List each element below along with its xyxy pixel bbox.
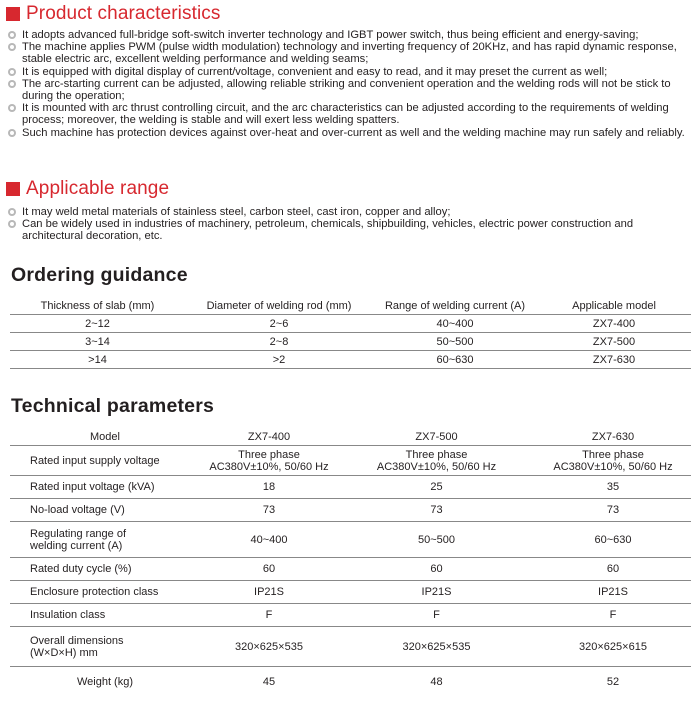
section-title: Product characteristics: [26, 3, 221, 24]
table-row: [10, 627, 691, 667]
row-label: No-load voltage (V): [10, 499, 200, 522]
row-label: Model: [10, 429, 200, 446]
table-cell: F: [535, 604, 691, 627]
circle-bullet-icon: [8, 129, 16, 137]
table-cell: Three phase AC380V±10%, 50/60 Hz: [338, 446, 535, 476]
applicable-range-list: [8, 206, 696, 243]
list-item: [8, 206, 696, 218]
table-cell: 73: [200, 499, 338, 522]
row-label: Rated input voltage (kVA): [10, 476, 200, 499]
list-item-text: The machine applies PWM (pulse width modulation) technology and inverting frequency of 20KHz, and has rapid dynamic response, stable electric arc, excellent welding performance and welding seams;: [22, 41, 677, 66]
red-square-icon: [6, 7, 20, 21]
table-row: [10, 446, 691, 476]
list-item-text: Such machine has protection devices against over-heat and over-current as well and the welding machine may run safely and reliably.: [22, 126, 685, 139]
circle-bullet-icon: [8, 68, 16, 76]
circle-bullet-icon: [8, 43, 16, 51]
table-cell: 320×625×535: [338, 627, 535, 667]
row-label: Overall dimensions (W×D×H) mm: [10, 627, 200, 667]
table-cell: 2~12: [10, 315, 185, 333]
circle-bullet-icon: [8, 220, 16, 228]
table-cell: 320×625×535: [200, 627, 338, 667]
product-characteristics-header: [6, 4, 220, 24]
table-cell: 320×625×615: [535, 627, 691, 667]
table-cell: >2: [185, 351, 373, 369]
table-cell: IP21S: [338, 581, 535, 604]
model-header: ZX7-400: [200, 429, 338, 446]
table-header-row: [10, 429, 691, 446]
table-row: [10, 604, 691, 627]
applicable-range-header: [6, 179, 169, 199]
table-cell: ZX7-630: [537, 351, 691, 369]
table-cell: 40~400: [200, 522, 338, 558]
table-cell: 52: [606, 675, 620, 688]
table-row: [10, 476, 691, 499]
ordering-guidance-table: [10, 298, 691, 369]
list-item: [8, 78, 696, 102]
column-header: Diameter of welding rod (mm): [185, 298, 373, 315]
table-cell: 60: [200, 558, 338, 581]
list-item-text: It may weld metal materials of stainless steel, carbon steel, cast iron, copper and alloy;: [22, 206, 451, 218]
list-item: [8, 29, 696, 41]
table-cell: 50~500: [338, 522, 535, 558]
table-cell: IP21S: [535, 581, 691, 604]
model-header: ZX7-500: [338, 429, 535, 446]
technical-parameters-table: [10, 429, 691, 696]
list-item-text: It is mounted with arc thrust controlling circuit, and the arc characteristics can be adjusted according to the requirements of welding process; moreover, the welding is stable and will exert less welding spatters.: [22, 102, 669, 127]
table-cell: 45: [262, 675, 276, 688]
table-row: [10, 333, 691, 351]
list-item-text: The arc-starting current can be adjusted, allowing reliable striking and convenient operation and the welding rods will not be stick to during the operation;: [22, 77, 671, 103]
column-header: Applicable model: [537, 298, 691, 315]
list-item: [8, 66, 696, 78]
list-item: [8, 127, 696, 139]
table-cell: F: [200, 604, 338, 627]
table-cell: ZX7-500: [537, 333, 691, 351]
table-cell: ZX7-400: [537, 315, 691, 333]
row-label: Insulation class: [10, 604, 200, 627]
table-header-row: [10, 298, 691, 315]
table-cell: IP21S: [200, 581, 338, 604]
table-cell: >14: [10, 351, 185, 369]
row-label: Enclosure protection class: [10, 581, 200, 604]
circle-bullet-icon: [8, 208, 16, 216]
ordering-guidance-title: Ordering guidance: [11, 264, 188, 286]
table-cell: 2~6: [185, 315, 373, 333]
table-cell: 60: [535, 558, 691, 581]
red-square-icon: [6, 182, 20, 196]
table-cell: 18: [200, 476, 338, 499]
table-cell: 60: [338, 558, 535, 581]
table-cell: 48: [430, 675, 443, 688]
list-item-text: It is equipped with digital display of current/voltage, convenient and easy to read, and it may preset the current as well;: [22, 65, 608, 78]
row-label: Weight (kg): [76, 675, 134, 688]
product-characteristics-list: [8, 29, 696, 139]
list-item-text: It adopts advanced full-bridge soft-switch inverter technology and IGBT power switch, thus being efficient and energy-saving;: [22, 29, 639, 41]
circle-bullet-icon: [8, 80, 16, 88]
table-cell: 40~400: [373, 315, 537, 333]
table-cell: 73: [338, 499, 535, 522]
table-cell: 35: [535, 476, 691, 499]
section-title: Applicable range: [26, 178, 170, 199]
table-cell: 2~8: [185, 333, 373, 351]
table-cell: 3~14: [10, 333, 185, 351]
table-cell: 73: [535, 499, 691, 522]
circle-bullet-icon: [8, 104, 16, 112]
column-header: Range of welding current (A): [373, 298, 537, 315]
table-row: [10, 667, 691, 697]
row-label: Regulating range of welding current (A): [10, 522, 200, 558]
table-cell: 50~500: [373, 333, 537, 351]
list-item: [8, 41, 696, 65]
technical-parameters-title: Technical parameters: [11, 395, 215, 417]
table-row: [10, 522, 691, 558]
row-label: Rated input supply voltage: [10, 446, 200, 476]
table-cell: 60~630: [535, 522, 691, 558]
list-item: [8, 102, 696, 126]
table-row: [10, 499, 691, 522]
table-row: [10, 351, 691, 369]
list-item: [8, 218, 696, 242]
circle-bullet-icon: [8, 31, 16, 39]
table-cell: Three phase AC380V±10%, 50/60 Hz: [535, 446, 691, 476]
table-cell: 60~630: [373, 351, 537, 369]
table-cell: Three phase AC380V±10%, 50/60 Hz: [200, 446, 338, 476]
table-row: [10, 558, 691, 581]
table-cell: 25: [338, 476, 535, 499]
table-row: [10, 581, 691, 604]
table-row: [10, 315, 691, 333]
column-header: Thickness of slab (mm): [10, 298, 185, 315]
table-cell: F: [338, 604, 535, 627]
row-label: Rated duty cycle (%): [10, 558, 200, 581]
model-header: ZX7-630: [535, 429, 691, 446]
list-item-text: Can be widely used in industries of machinery, petroleum, chemicals, shipbuilding, vehicles, electric power construction and architectural decoration, etc.: [22, 218, 634, 243]
